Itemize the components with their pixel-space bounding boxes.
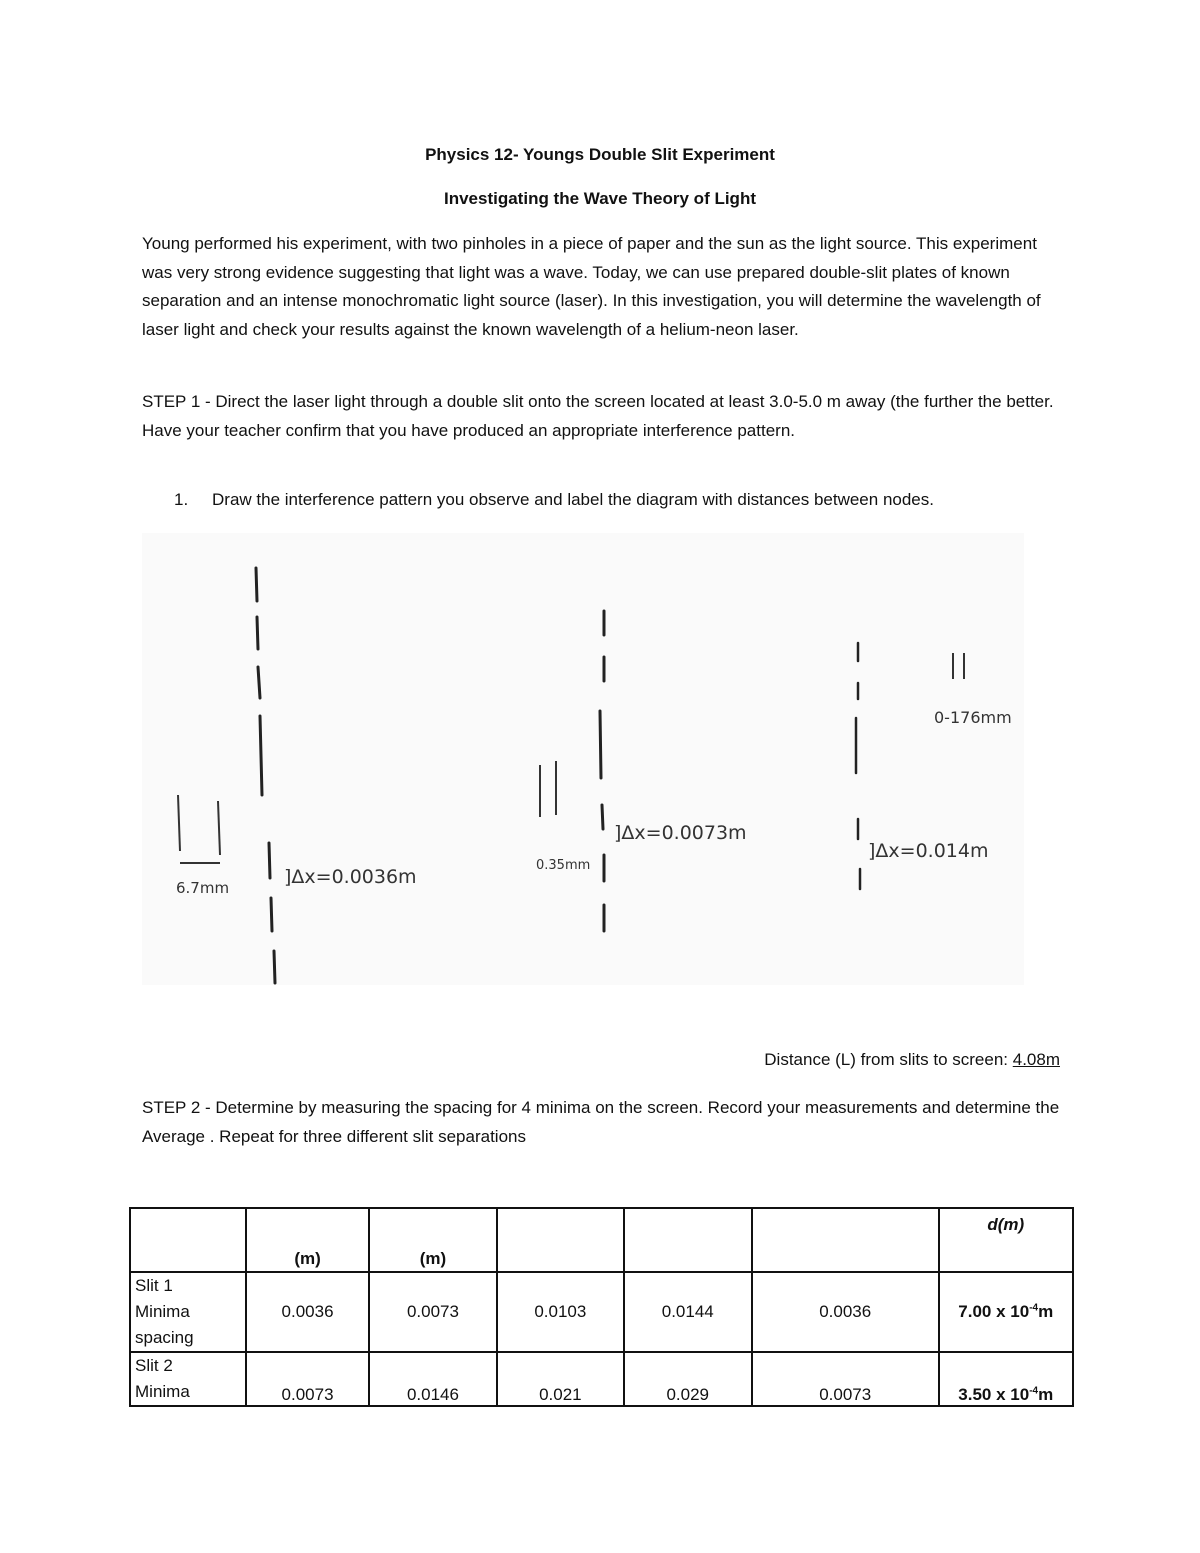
question-number: 1. bbox=[174, 490, 189, 509]
pattern1-spacing: ]Δx=0.0036m bbox=[284, 866, 417, 888]
d-base: 3.50 x 10 bbox=[958, 1385, 1030, 1404]
table-cell: 0.0144 bbox=[624, 1272, 752, 1352]
table-row bbox=[130, 1272, 1073, 1352]
fringe-mark bbox=[271, 898, 272, 931]
step2-paragraph: STEP 2 - Determine by measuring the spacing for 4 minima on the screen. Record your measurements and determine the Average . Repeat for three different slit separations bbox=[142, 1098, 1060, 1146]
header-cell: d(m) bbox=[939, 1208, 1073, 1272]
fringe-mark bbox=[256, 568, 257, 601]
row-label-line: spacing bbox=[135, 1328, 194, 1347]
table-cell: 0.029 bbox=[624, 1352, 752, 1406]
pattern2-spacing: ]Δx=0.0073m bbox=[614, 822, 747, 844]
distance-value: 4.08m bbox=[1012, 1050, 1060, 1069]
table-cell: 0.0073 bbox=[246, 1352, 368, 1406]
header-cell bbox=[752, 1208, 939, 1272]
slit-pair-3 bbox=[953, 653, 964, 679]
header-cell bbox=[130, 1208, 246, 1272]
sketch-drawing bbox=[142, 533, 1024, 985]
question-text: Draw the interference pattern you observe and label the diagram with distances between nodes. bbox=[212, 490, 934, 509]
intro-paragraph: Young performed his experiment, with two pinholes in a piece of paper and the sun as the light source. This experiment was very strong evidence suggesting that light was a wave. Today, we can use prepared double-slit plates of known separation and an intense monochromatic light source (laser). In this investigation, you will determine the wavelength of laser light and check your results against the known wavelength of a helium-neon laser. bbox=[142, 234, 1041, 339]
header-cell: (m) bbox=[246, 1208, 368, 1272]
page-title: Physics 12- Youngs Double Slit Experiment bbox=[425, 145, 775, 164]
pattern1-separation: 6.7mm bbox=[176, 879, 230, 897]
fringe-mark bbox=[274, 951, 275, 983]
fringe-mark bbox=[260, 716, 262, 795]
table-cell: 0.0073 bbox=[752, 1352, 939, 1406]
table-cell: 0.021 bbox=[497, 1352, 623, 1406]
distance-label: Distance (L) from slits to screen: bbox=[764, 1050, 1009, 1069]
row-label-line: Slit 1 bbox=[135, 1276, 173, 1295]
table-header-row bbox=[130, 1208, 1073, 1272]
slit-mark bbox=[178, 795, 180, 851]
d-unit: m bbox=[1038, 1302, 1054, 1321]
row-label-line: Minima bbox=[135, 1302, 190, 1321]
d-unit: m bbox=[1038, 1385, 1054, 1404]
d-base: 7.00 x 10 bbox=[958, 1302, 1030, 1321]
pattern2-separation: 0.35mm bbox=[536, 858, 591, 873]
pattern3-spacing: ]Δx=0.014m bbox=[868, 840, 989, 862]
row-label bbox=[130, 1352, 246, 1406]
row-label bbox=[130, 1272, 246, 1352]
slit-mark bbox=[218, 801, 220, 855]
header-cell: (m) bbox=[369, 1208, 497, 1272]
fringe-mark bbox=[602, 805, 603, 829]
d-cell bbox=[939, 1352, 1073, 1406]
row-label-line: Minima bbox=[135, 1382, 190, 1401]
fringe-mark bbox=[600, 711, 601, 778]
d-exponent: -4 bbox=[1029, 1302, 1039, 1314]
header-cell bbox=[624, 1208, 752, 1272]
distance-line bbox=[764, 1050, 1060, 1070]
fringe-pattern-3 bbox=[856, 643, 860, 889]
row-label-line: Slit 2 bbox=[135, 1356, 173, 1375]
fringe-mark bbox=[257, 617, 258, 649]
d-exponent: -4 bbox=[1029, 1385, 1039, 1397]
fringe-mark bbox=[269, 843, 270, 878]
d-cell bbox=[939, 1272, 1073, 1352]
page-subtitle: Investigating the Wave Theory of Light bbox=[443, 189, 756, 208]
table-cell: 0.0146 bbox=[369, 1352, 497, 1406]
table-cell: 0.0073 bbox=[369, 1272, 497, 1352]
table-cell: 0.0036 bbox=[752, 1272, 939, 1352]
slit-pair-2 bbox=[540, 761, 556, 817]
fringe-pattern-2 bbox=[600, 611, 604, 931]
interference-sketch bbox=[142, 533, 1024, 985]
header-cell bbox=[497, 1208, 623, 1272]
table-row bbox=[130, 1352, 1073, 1406]
fringe-pattern-1 bbox=[256, 568, 275, 983]
measurements-table bbox=[129, 1207, 1074, 1407]
pattern3-separation: 0-176mm bbox=[934, 708, 1012, 727]
fringe-mark bbox=[258, 667, 260, 698]
table-cell: 0.0103 bbox=[497, 1272, 623, 1352]
step1-paragraph: STEP 1 - Direct the laser light through a double slit onto the screen located at least 3.0-5.0 m away (the further the better. Have your teacher confirm that you have produced an appropriate interference pattern. bbox=[142, 392, 1054, 440]
slit-pair-1 bbox=[178, 795, 220, 863]
table-cell: 0.0036 bbox=[246, 1272, 368, 1352]
